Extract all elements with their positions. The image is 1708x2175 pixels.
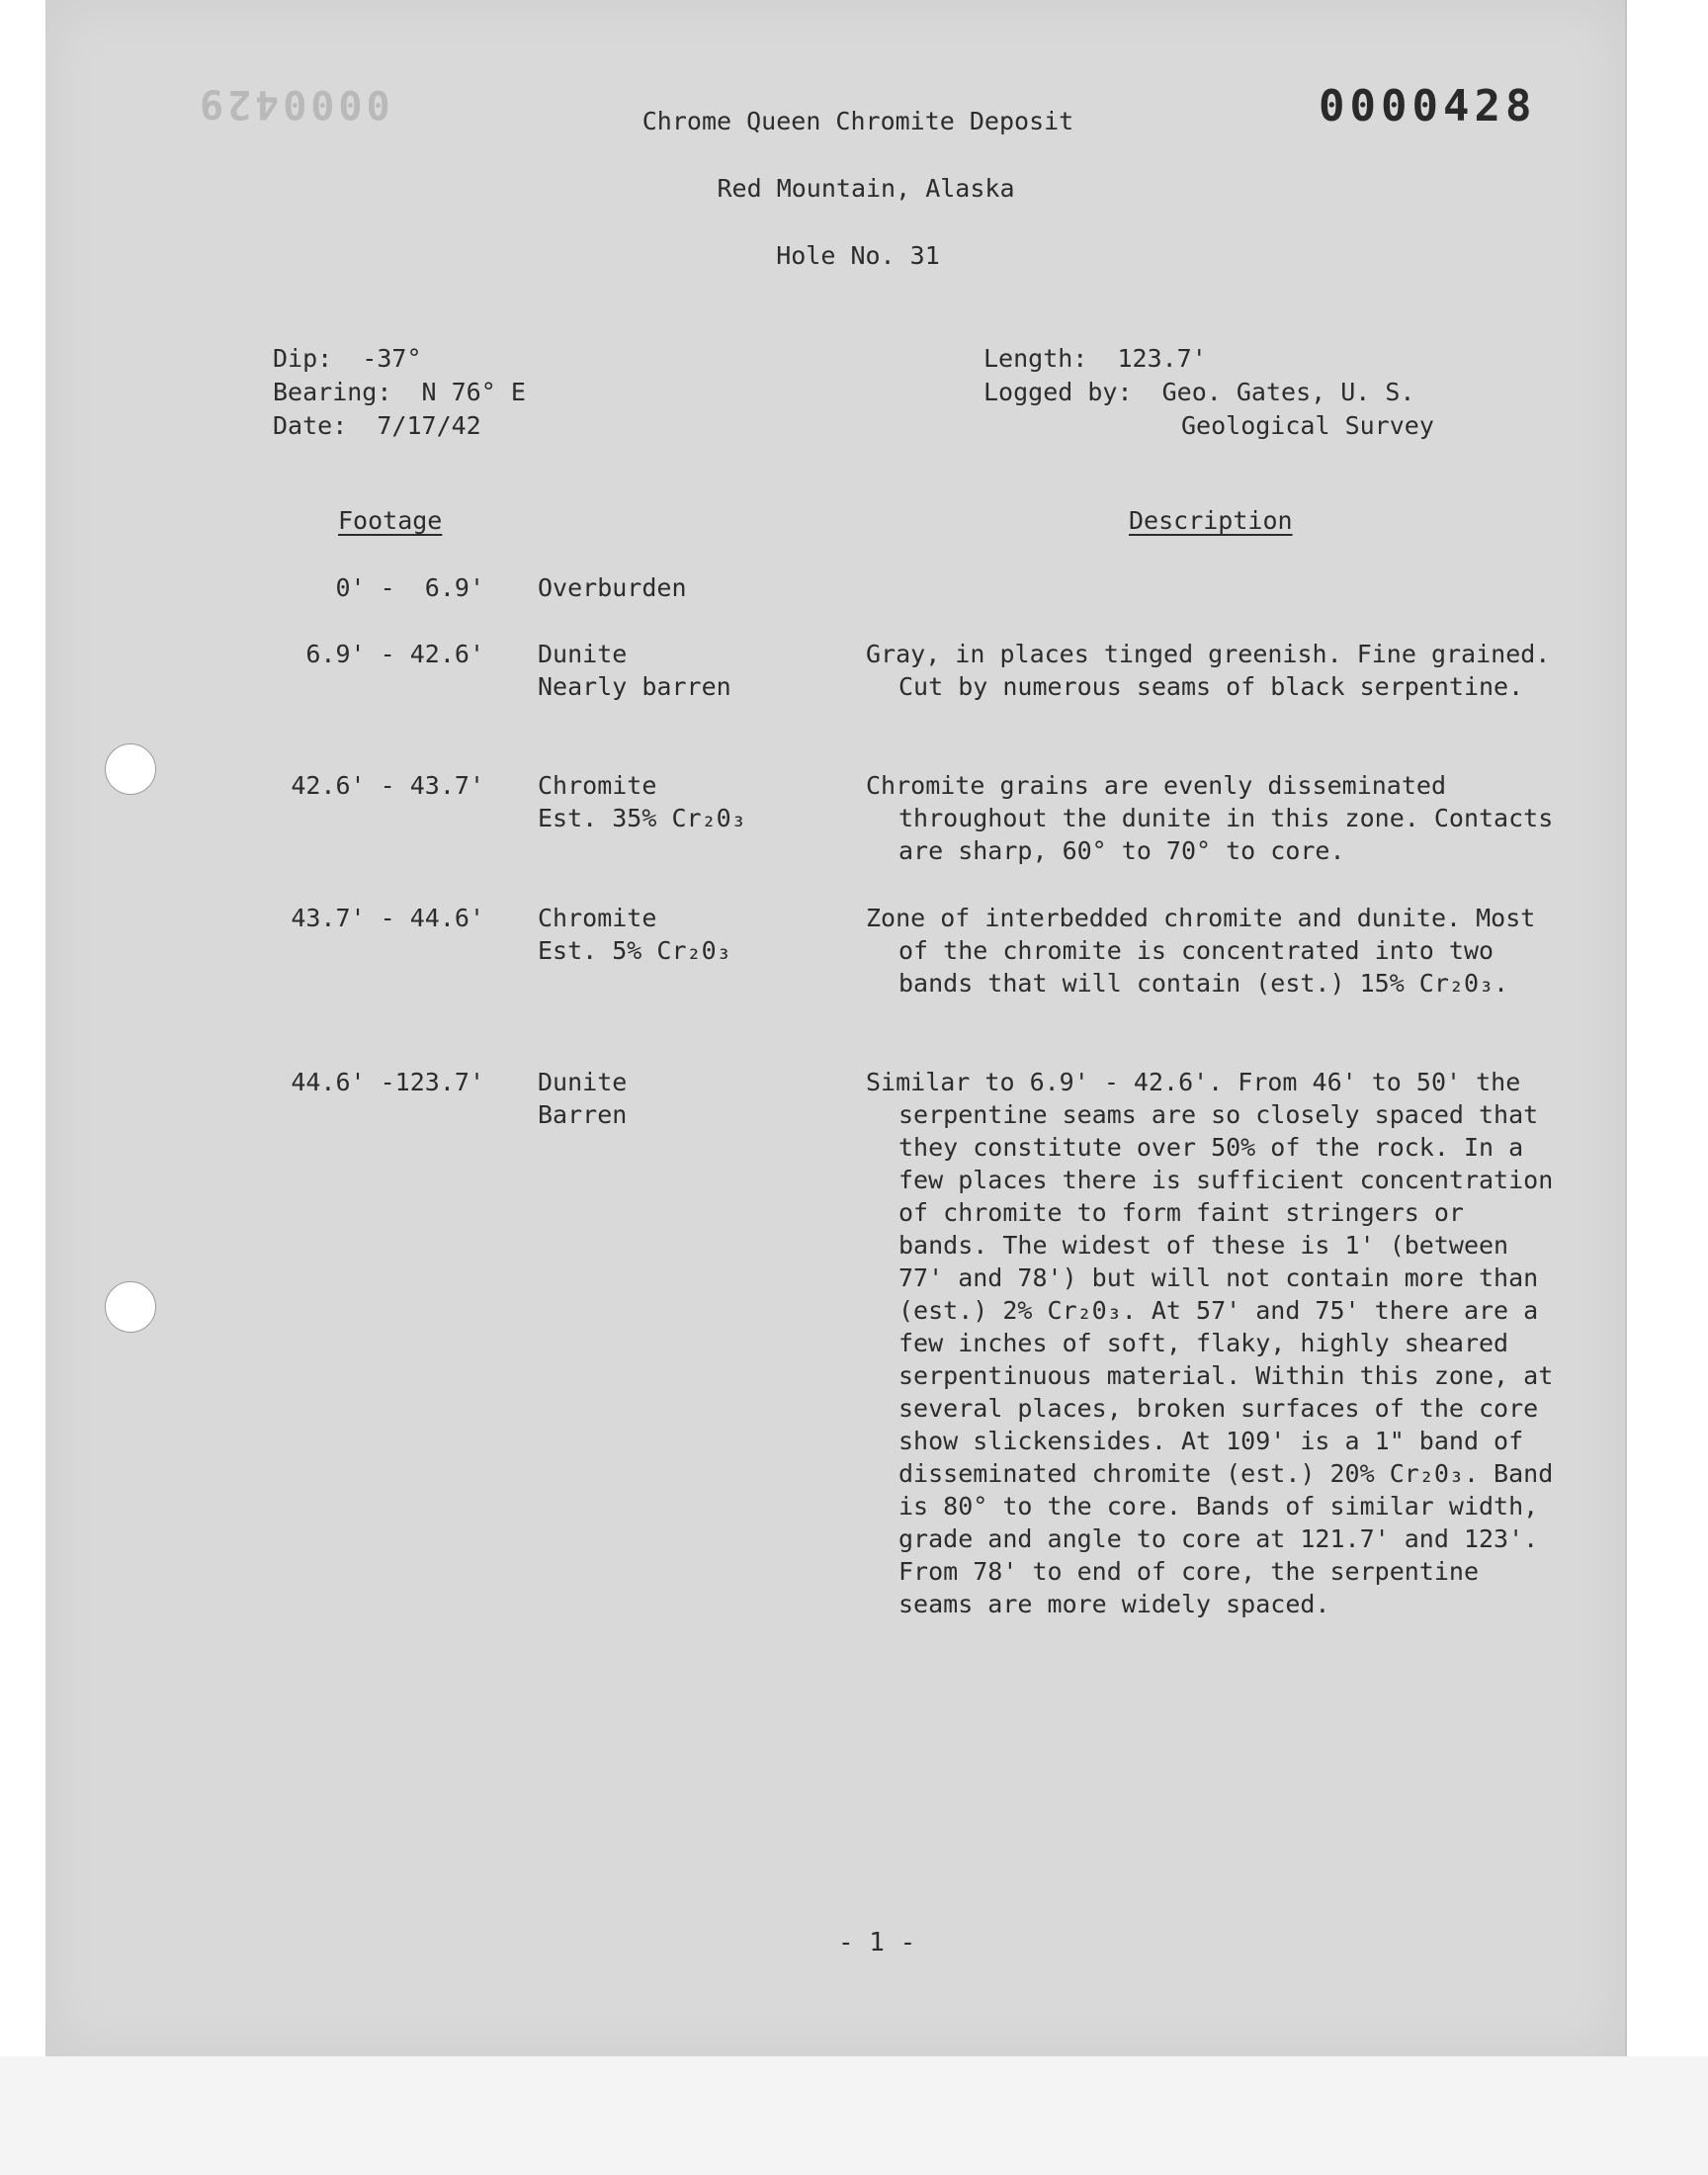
entry-description bbox=[866, 1066, 1558, 1620]
entry-footage: 43.7' - 44.6' bbox=[291, 904, 484, 932]
stamp-number-faded: 0000429 bbox=[196, 81, 390, 127]
length-field: Length: 123.7' bbox=[983, 344, 1207, 373]
page-number: - 1 - bbox=[838, 1928, 916, 1958]
entry-footage: 6.9' - 42.6' bbox=[305, 640, 484, 668]
rock-detail: Est. 5% Cr₂0₃ bbox=[538, 936, 731, 965]
punch-hole-top bbox=[105, 743, 156, 795]
rock-type: Chromite bbox=[538, 904, 657, 932]
description-text: Similar to 6.9' - 42.6'. From 46' to 50' the serpentine seams are so closely spaced that they constitute over 50% of the rock. In a few places there is sufficient concentration of chromite to form faint stringers or bands. The widest of these is 1' (between 77' and 78') but will not contain more than (est.) 2% Cr₂0₃. At 57' and 75' there are a few inches of soft, flaky, highly sheared serpentinuous material. Within this zone, at several places, broken surfaces of the core show slickensides. At 109' is a 1" band of disseminated chromite (est.) 20% Cr₂0₃. Band is 80° to the core. Bands of similar width, grade and angle to core at 121.7' and 123'. From 78' to end of core, the serpentine seams are more widely spaced. bbox=[866, 1068, 1554, 1618]
logged-by-field: Logged by: Geo. Gates, U. S. bbox=[983, 378, 1415, 406]
entry-footage: 44.6' -123.7' bbox=[291, 1068, 484, 1096]
scan-margin bbox=[0, 2056, 1708, 2175]
entry-description bbox=[866, 902, 1558, 1000]
entry-footage: 42.6' - 43.7' bbox=[291, 771, 484, 800]
hole-number: Hole No. 31 bbox=[776, 241, 940, 270]
entry-rock bbox=[538, 769, 834, 834]
meta-left bbox=[273, 342, 526, 443]
rock-type: Overburden bbox=[538, 573, 687, 602]
entry-rock bbox=[538, 1066, 834, 1131]
rock-type: Dunite bbox=[538, 640, 628, 668]
meta-right bbox=[983, 342, 1434, 443]
rock-type: Chromite bbox=[538, 771, 657, 800]
document-location: Red Mountain, Alaska bbox=[717, 174, 1015, 203]
entry-description bbox=[866, 638, 1558, 703]
rock-type: Dunite bbox=[538, 1068, 628, 1096]
stamp-number: 0000428 bbox=[1319, 81, 1537, 131]
entry-rock bbox=[538, 638, 834, 703]
rock-detail: Nearly barren bbox=[538, 672, 731, 701]
document-title: Chrome Queen Chromite Deposit bbox=[641, 107, 1074, 135]
punch-hole-bottom bbox=[105, 1281, 156, 1333]
description-column-header: Description bbox=[1129, 506, 1293, 535]
document-page bbox=[45, 0, 1627, 2058]
entry-description bbox=[866, 769, 1558, 867]
entry-rock bbox=[538, 571, 834, 604]
bearing-field: Bearing: N 76° E bbox=[273, 378, 526, 406]
description-text: Gray, in places tinged greenish. Fine grained. Cut by numerous seams of black serpentine. bbox=[866, 640, 1551, 701]
logged-by-org: Geological Survey bbox=[1181, 411, 1434, 440]
entry-rock bbox=[538, 902, 834, 967]
rock-detail: Barren bbox=[538, 1100, 628, 1129]
entry-footage: 0' - 6.9' bbox=[335, 573, 484, 602]
dip-field: Dip: -37° bbox=[273, 344, 422, 373]
rock-detail: Est. 35% Cr₂0₃ bbox=[538, 804, 746, 832]
date-field: Date: 7/17/42 bbox=[273, 411, 481, 440]
description-text: Chromite grains are evenly disseminated throughout the dunite in this zone. Contacts are sharp, 60° to 70° to core. bbox=[866, 771, 1554, 865]
footage-column-header: Footage bbox=[338, 506, 443, 535]
description-text: Zone of interbedded chromite and dunite. Most of the chromite is concentrated into two bands that will contain (est.) 15% Cr₂0₃. bbox=[866, 904, 1536, 998]
